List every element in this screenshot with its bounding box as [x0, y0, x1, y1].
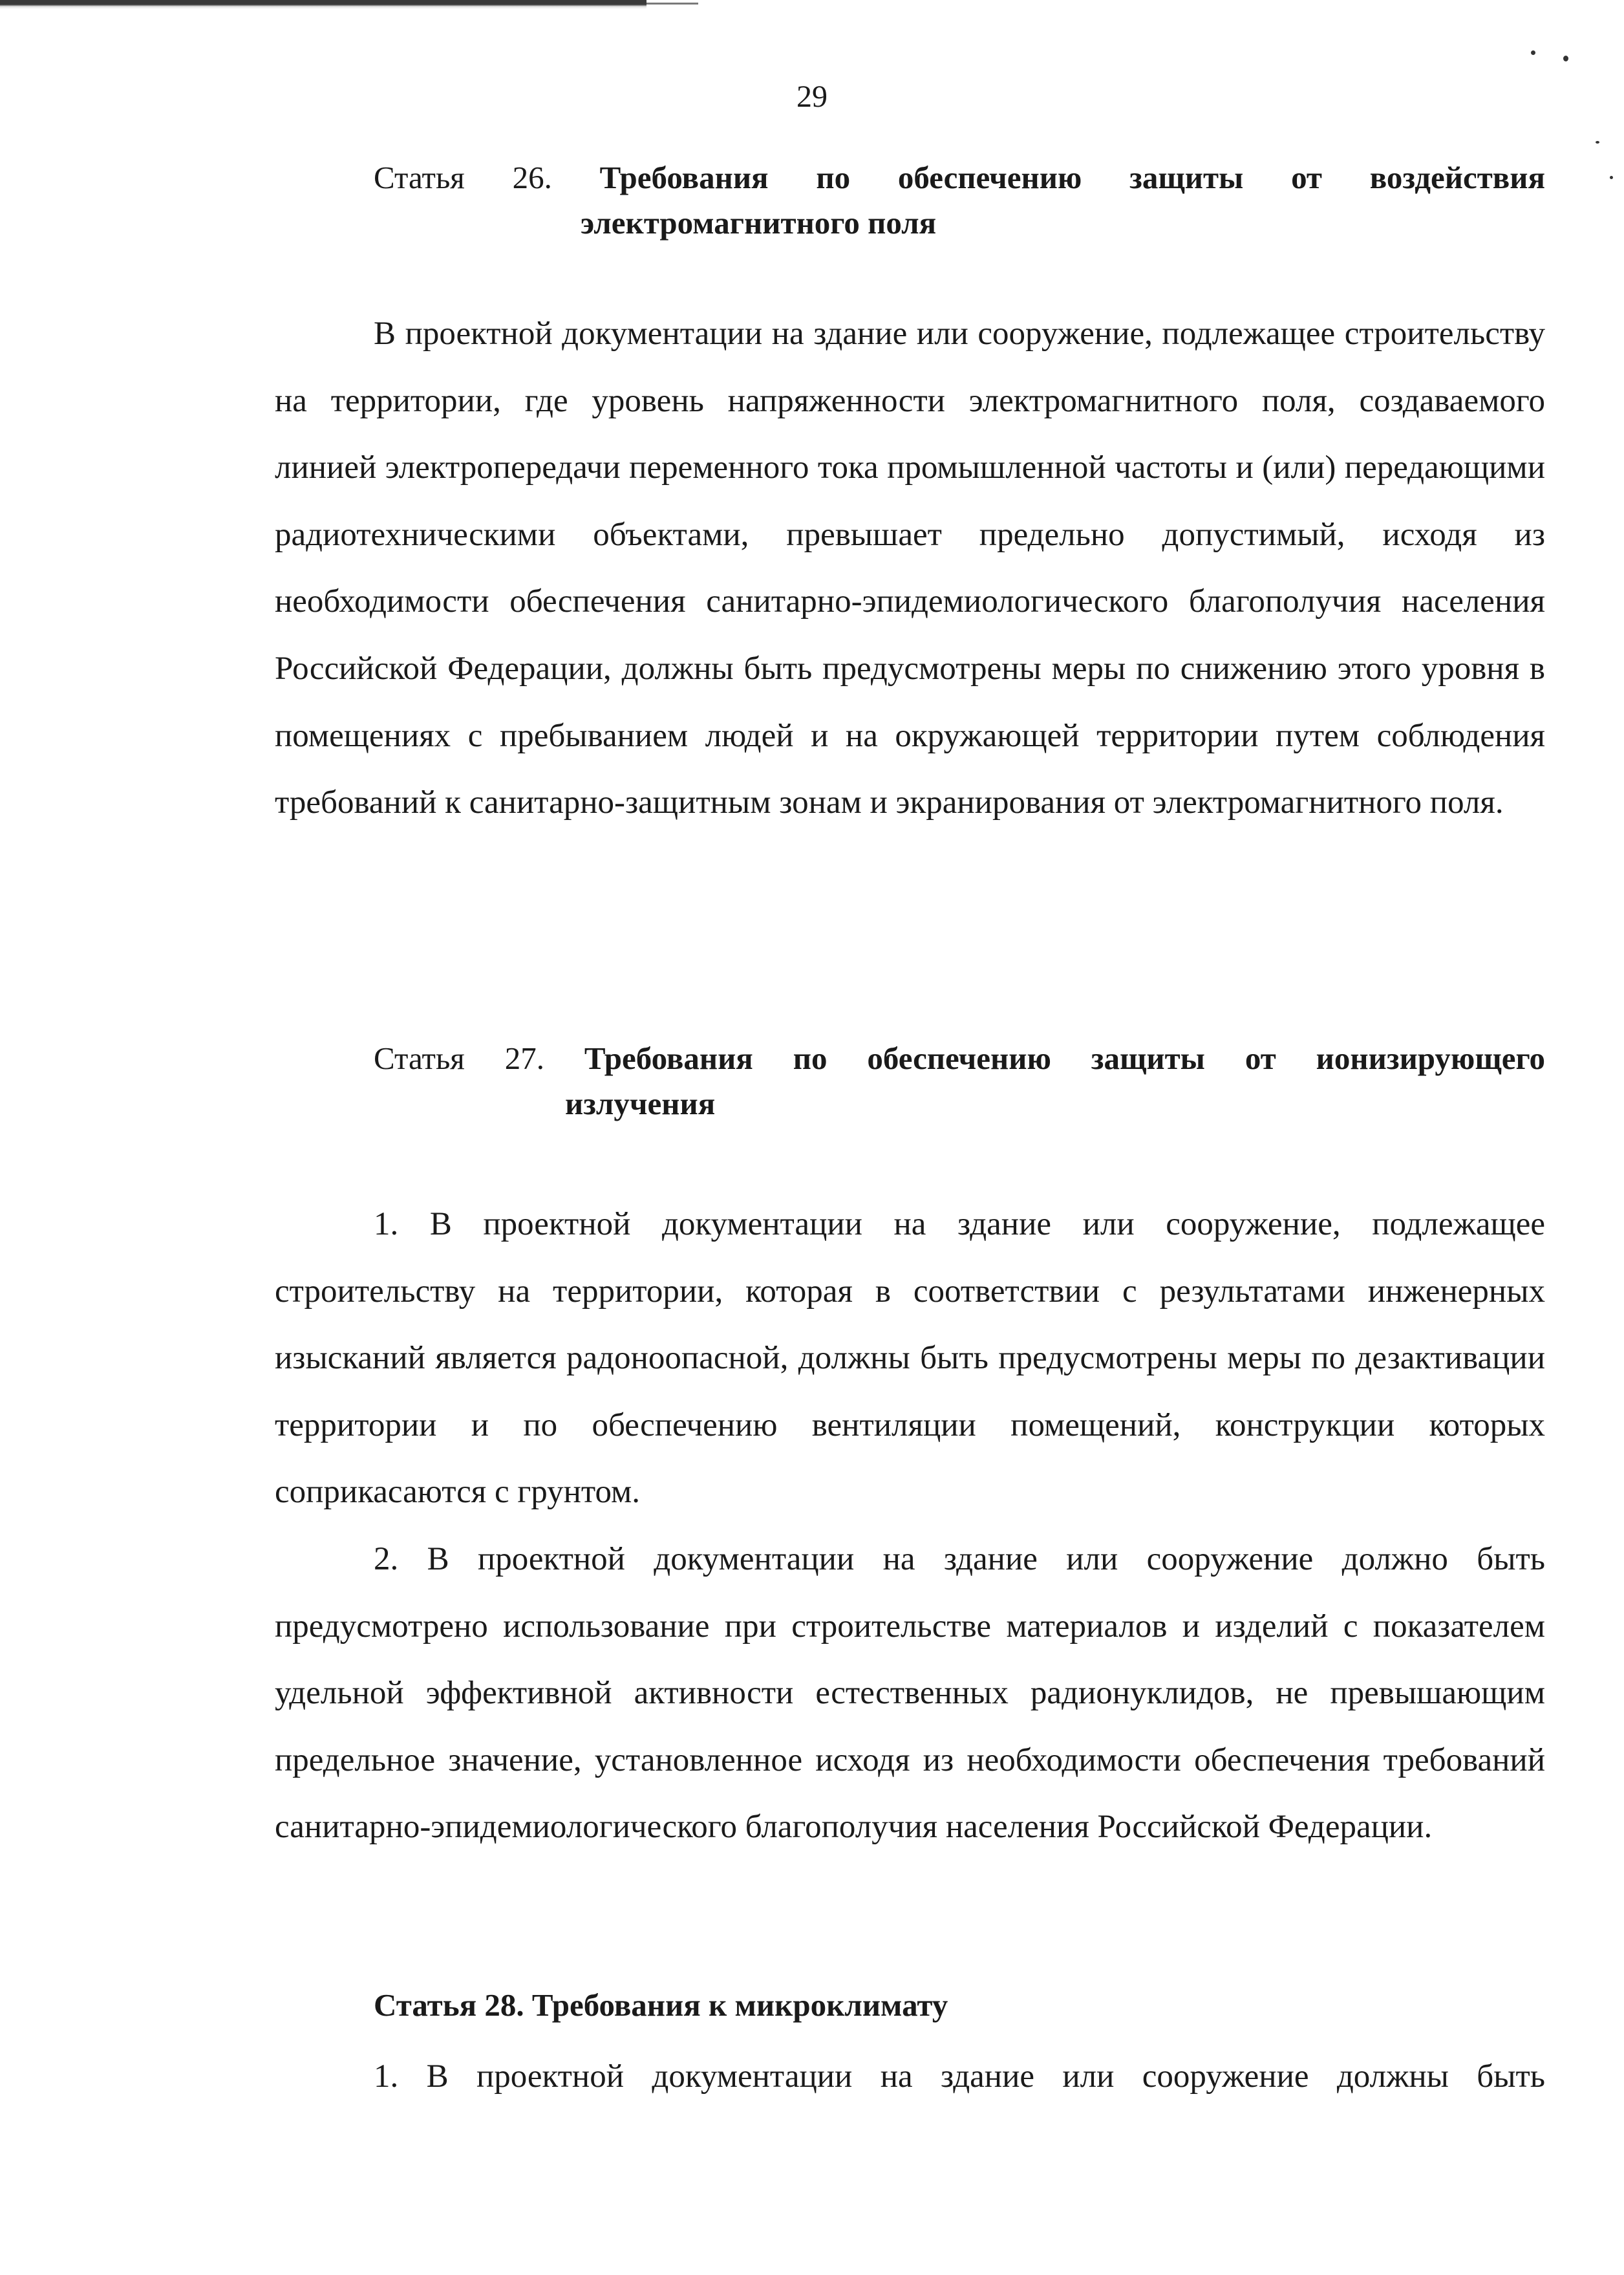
article-26-heading-line1 — [374, 155, 1545, 200]
article-27-paragraph-1: 1. В проектной документации на здание или сооружение, подлежащее строительству на территории, которая в соответствии с результатами инженерных изысканий является радоноопасной, должны быть предусмотрены меры по дезактивации территории и по обеспечению вентиляции помещений, конструкции которых соприкасаются с грунтом. — [275, 1206, 1545, 1511]
page-number: 29 — [796, 80, 828, 114]
article-28-heading — [374, 1983, 1545, 2028]
scan-speck — [1596, 141, 1599, 144]
scan-top-edge — [0, 0, 646, 9]
scan-speck — [1610, 176, 1613, 179]
article-26-title-line1: Требования по обеспечению защиты от воздействия — [599, 160, 1546, 195]
article-26-heading — [374, 155, 1545, 246]
article-26-body — [275, 301, 1545, 837]
scan-speck — [1563, 56, 1568, 61]
article-27-heading — [374, 1036, 1545, 1127]
article-27-title-line1: Требования по обеспечению защиты от ионизирующего — [584, 1040, 1545, 1076]
article-27-label: Статья 27. — [374, 1040, 544, 1076]
scan-top-edge-tail — [646, 3, 698, 5]
article-27-title-line2: излучения — [565, 1086, 716, 1121]
article-27-heading-line1 — [374, 1036, 1545, 1081]
scan-speck — [1531, 50, 1535, 55]
article-26-label: Статья 26. — [374, 160, 552, 195]
article-28-title: Статья 28. Требования к микроклимату — [374, 1987, 948, 2023]
article-26-paragraph: В проектной документации на здание или сооружение, подлежащее строительству на территории, где уровень напряженности электромагнитного поля, создаваемого линией электропередачи переменного тока промышленной частоты и (или) передающими радиотехническими объектами, превышает предельно допустимый, исходя из необходимости обеспечения санитарно-эпидемиологического благополучия населения Российской Федерации, должны быть предусмотрены меры по снижению этого уровня в помещениях с пребыванием людей и на окружающей территории путем соблюдения требований к санитарно-защитным зонам и экранирования от электромагнитного поля. — [275, 316, 1545, 821]
article-26-title-line2: электромагнитного поля — [581, 205, 937, 241]
article-28-paragraph-1: 1. В проектной документации на здание или сооружение должны быть — [374, 2058, 1545, 2095]
article-28-body — [275, 2043, 1545, 2111]
article-27-body — [275, 1191, 1545, 1861]
article-27-paragraph-2: 2. В проектной документации на здание или сооружение должно быть предусмотрено использование при строительстве материалов и изделий с показателем удельной эффективной активности естественных радионуклидов, не превышающим предельное значение, установленное исходя из необходимости обеспечения требований санитарно-эпидемиологического благополучия населения Российской Федерации. — [275, 1540, 1545, 1846]
